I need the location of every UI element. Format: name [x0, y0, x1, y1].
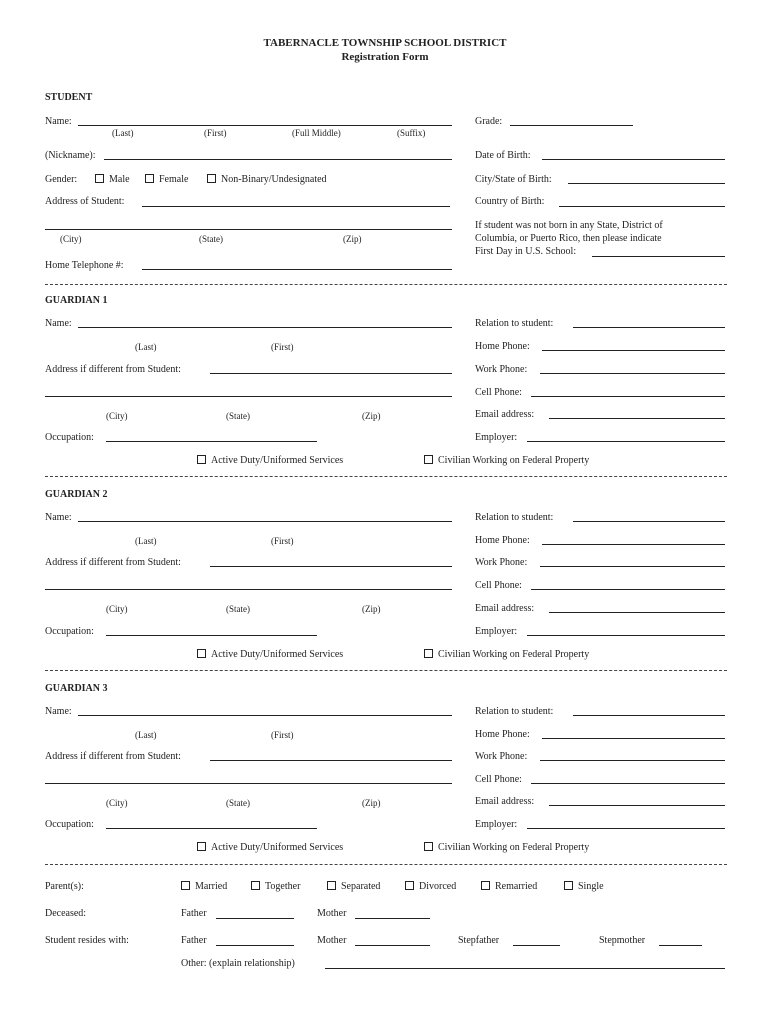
guardian3-cell-phone-field[interactable] [531, 783, 725, 784]
guardian3-relation-label: Relation to student: [475, 706, 554, 717]
guardian2-address-line2-field[interactable] [45, 589, 452, 590]
checkbox-icon [181, 881, 190, 890]
guardian2-first-caption: (First) [271, 536, 294, 546]
guardian1-relation-label: Relation to student: [475, 318, 554, 329]
deceased-mother-label: Mother [317, 908, 347, 919]
nickname-label: (Nickname): [45, 150, 96, 161]
student-last-caption: (Last) [112, 128, 134, 138]
gender-nonbinary-checkbox[interactable]: Non-Binary/Undesignated [207, 174, 327, 185]
deceased-label: Deceased: [45, 908, 87, 919]
section-divider [45, 476, 727, 477]
home-telephone-label: Home Telephone #: [45, 260, 124, 271]
guardian3-last-caption: (Last) [135, 730, 157, 740]
resides-with-label: Student resides with: [45, 935, 129, 946]
resides-stepmother-label: Stepmother [599, 935, 646, 946]
grade-label: Grade: [475, 116, 503, 127]
guardian3-email-field[interactable] [549, 805, 725, 806]
gender-female-checkbox[interactable]: Female [145, 174, 188, 185]
guardian3-work-phone-label: Work Phone: [475, 751, 528, 762]
parents-single-checkbox[interactable]: Single [564, 881, 604, 892]
guardian2-relation-field[interactable] [573, 521, 725, 522]
guardian2-email-field[interactable] [549, 612, 725, 613]
guardian3-relation-field[interactable] [573, 715, 725, 716]
checkbox-icon [564, 881, 573, 890]
student-state-caption: (State) [199, 234, 223, 244]
guardian1-cell-phone-field[interactable] [531, 396, 725, 397]
parents-divorced-checkbox[interactable]: Divorced [405, 881, 456, 892]
guardian3-address-field[interactable] [210, 760, 452, 761]
guardian2-home-phone-label: Home Phone: [475, 535, 530, 546]
dob-label: Date of Birth: [475, 150, 531, 161]
not-born-line2: Columbia, or Puerto Rico, then please indicate [475, 233, 662, 244]
guardian3-address-label: Address if different from Student: [45, 751, 181, 762]
guardian1-heading: GUARDIAN 1 [45, 295, 108, 306]
gender-label: Gender: [45, 174, 78, 185]
guardian3-first-caption: (First) [271, 730, 294, 740]
guardian3-active-duty-checkbox[interactable]: Active Duty/Uniformed Services [197, 842, 343, 853]
guardian3-name-label: Name: [45, 706, 72, 717]
student-middle-caption: (Full Middle) [292, 128, 341, 138]
guardian1-cell-phone-label: Cell Phone: [475, 387, 522, 398]
guardian3-address-line2-field[interactable] [45, 783, 452, 784]
guardian3-zip-caption: (Zip) [362, 798, 381, 808]
city-state-birth-field[interactable] [568, 183, 725, 184]
guardian3-name-field[interactable] [78, 715, 452, 716]
first-day-us-label: First Day in U.S. School: [475, 246, 577, 257]
country-birth-field[interactable] [559, 206, 725, 207]
checkbox-icon [327, 881, 336, 890]
resides-mother-label: Mother [317, 935, 347, 946]
checkbox-icon [424, 649, 433, 658]
resides-mother-field[interactable] [355, 945, 430, 946]
student-city-caption: (City) [60, 234, 82, 244]
checkbox-icon [95, 174, 104, 183]
guardian3-city-caption: (City) [106, 798, 128, 808]
guardian1-name-label: Name: [45, 318, 72, 329]
form-subtitle: Registration Form [341, 51, 429, 63]
guardian2-name-label: Name: [45, 512, 72, 523]
section-divider [45, 864, 727, 865]
guardian3-email-label: Email address: [475, 796, 535, 807]
guardian2-work-phone-field[interactable] [540, 566, 725, 567]
student-address-field[interactable] [142, 206, 450, 207]
guardian2-email-label: Email address: [475, 603, 535, 614]
guardian3-occupation-field[interactable] [106, 828, 317, 829]
guardian2-zip-caption: (Zip) [362, 604, 381, 614]
guardian2-relation-label: Relation to student: [475, 512, 554, 523]
guardian1-home-phone-label: Home Phone: [475, 341, 530, 352]
guardian2-cell-phone-field[interactable] [531, 589, 725, 590]
guardian1-work-phone-label: Work Phone: [475, 364, 528, 375]
country-birth-label: Country of Birth: [475, 196, 545, 207]
checkbox-icon [424, 842, 433, 851]
deceased-father-field[interactable] [216, 918, 294, 919]
guardian2-last-caption: (Last) [135, 536, 157, 546]
resides-other-field[interactable] [325, 968, 725, 969]
guardian2-occupation-field[interactable] [106, 635, 317, 636]
guardian1-occupation-label: Occupation: [45, 432, 94, 443]
guardian2-name-field[interactable] [78, 521, 452, 522]
form-title: TABERNACLE TOWNSHIP SCHOOL DISTRICT [263, 37, 507, 49]
resides-father-label: Father [181, 935, 207, 946]
resides-father-field[interactable] [216, 945, 294, 946]
section-divider [45, 670, 727, 671]
guardian3-home-phone-label: Home Phone: [475, 729, 530, 740]
guardian1-active-duty-checkbox[interactable]: Active Duty/Uniformed Services [197, 455, 343, 466]
guardian1-city-caption: (City) [106, 411, 128, 421]
guardian1-occupation-field[interactable] [106, 441, 317, 442]
guardian1-name-field[interactable] [78, 327, 452, 328]
guardian2-state-caption: (State) [226, 604, 250, 614]
deceased-father-label: Father [181, 908, 207, 919]
guardian1-relation-field[interactable] [573, 327, 725, 328]
guardian1-email-label: Email address: [475, 409, 535, 420]
parents-label: Parent(s): [45, 881, 84, 892]
student-first-caption: (First) [204, 128, 227, 138]
student-suffix-caption: (Suffix) [397, 128, 426, 138]
guardian1-employer-label: Employer: [475, 432, 518, 443]
guardian1-last-caption: (Last) [135, 342, 157, 352]
student-zip-caption: (Zip) [343, 234, 362, 244]
checkbox-icon [207, 174, 216, 183]
guardian2-employer-field[interactable] [527, 635, 725, 636]
guardian2-occupation-label: Occupation: [45, 626, 94, 637]
guardian3-work-phone-field[interactable] [540, 760, 725, 761]
guardian3-state-caption: (State) [226, 798, 250, 808]
not-born-line1: If student was not born in any State, District of [475, 220, 663, 231]
student-name-field[interactable] [78, 125, 452, 126]
guardian3-civilian-checkbox[interactable]: Civilian Working on Federal Property [424, 842, 589, 853]
guardian2-heading: GUARDIAN 2 [45, 489, 108, 500]
guardian1-employer-field[interactable] [527, 441, 725, 442]
gender-male-checkbox[interactable]: Male [95, 174, 130, 185]
guardian1-home-phone-field[interactable] [542, 350, 725, 351]
checkbox-icon [424, 455, 433, 464]
checkbox-icon [197, 842, 206, 851]
guardian1-address-line2-field[interactable] [45, 396, 452, 397]
resides-other-label: Other: (explain relationship) [181, 958, 295, 969]
checkbox-icon [251, 881, 260, 890]
guardian1-work-phone-field[interactable] [540, 373, 725, 374]
first-day-us-field[interactable] [592, 256, 725, 257]
guardian1-address-field[interactable] [210, 373, 452, 374]
guardian1-state-caption: (State) [226, 411, 250, 421]
guardian1-first-caption: (First) [271, 342, 294, 352]
checkbox-icon [145, 174, 154, 183]
parents-separated-checkbox[interactable]: Separated [327, 881, 380, 892]
parents-married-checkbox[interactable]: Married [181, 881, 227, 892]
student-address-label: Address of Student: [45, 196, 125, 207]
nickname-field[interactable] [104, 159, 452, 160]
guardian2-city-caption: (City) [106, 604, 128, 614]
guardian1-email-field[interactable] [549, 418, 725, 419]
checkbox-icon [197, 455, 206, 464]
guardian2-civilian-checkbox[interactable]: Civilian Working on Federal Property [424, 649, 589, 660]
guardian1-zip-caption: (Zip) [362, 411, 381, 421]
guardian3-heading: GUARDIAN 3 [45, 683, 108, 694]
guardian2-work-phone-label: Work Phone: [475, 557, 528, 568]
guardian3-occupation-label: Occupation: [45, 819, 94, 830]
guardian3-cell-phone-label: Cell Phone: [475, 774, 522, 785]
resides-stepfather-label: Stepfather [458, 935, 500, 946]
guardian3-employer-field[interactable] [527, 828, 725, 829]
deceased-mother-field[interactable] [355, 918, 430, 919]
guardian2-address-label: Address if different from Student: [45, 557, 181, 568]
checkbox-icon [405, 881, 414, 890]
section-divider [45, 284, 727, 285]
guardian1-civilian-checkbox[interactable]: Civilian Working on Federal Property [424, 455, 589, 466]
checkbox-icon [481, 881, 490, 890]
guardian2-home-phone-field[interactable] [542, 544, 725, 545]
grade-field[interactable] [510, 125, 633, 126]
student-name-label: Name: [45, 116, 72, 127]
guardian3-employer-label: Employer: [475, 819, 518, 830]
resides-stepfather-field[interactable] [513, 945, 560, 946]
checkbox-icon [197, 649, 206, 658]
parents-together-checkbox[interactable]: Together [251, 881, 300, 892]
student-heading: STUDENT [45, 92, 93, 103]
student-address-line2-field[interactable] [45, 229, 452, 230]
guardian2-employer-label: Employer: [475, 626, 518, 637]
guardian1-address-label: Address if different from Student: [45, 364, 181, 375]
home-telephone-field[interactable] [142, 269, 452, 270]
resides-stepmother-field[interactable] [659, 945, 702, 946]
dob-field[interactable] [542, 159, 725, 160]
guardian2-active-duty-checkbox[interactable]: Active Duty/Uniformed Services [197, 649, 343, 660]
parents-remarried-checkbox[interactable]: Remarried [481, 881, 537, 892]
guardian2-cell-phone-label: Cell Phone: [475, 580, 522, 591]
guardian2-address-field[interactable] [210, 566, 452, 567]
guardian3-home-phone-field[interactable] [542, 738, 725, 739]
city-state-birth-label: City/State of Birth: [475, 174, 552, 185]
